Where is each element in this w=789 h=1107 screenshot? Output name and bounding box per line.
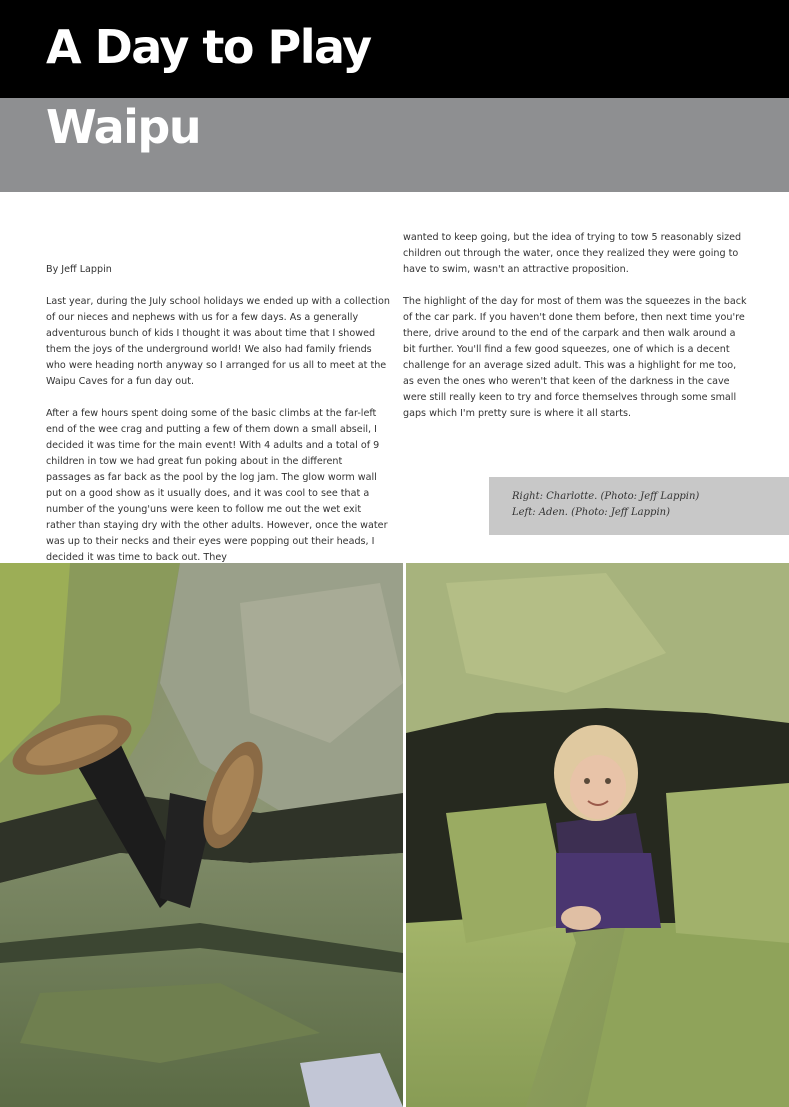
photo-aden bbox=[0, 563, 403, 1107]
photo-caption-box bbox=[489, 477, 789, 535]
article-column-left bbox=[46, 262, 390, 582]
caption-line-right: Right: Charlotte. (Photo: Jeff Lappin) bbox=[512, 491, 700, 502]
byline: By Jeff Lappin bbox=[46, 264, 112, 275]
photo-caption bbox=[512, 489, 699, 521]
paragraph: After a few hours spent doing some of the basic climbs at the far-left end of the wee crag and putting a few of them down a small abseil, I decided it was time for the main event! With 4 adults and a total of 9 children in tow we had great fun poking about in the different passages as far back as the pool by the log jam. The glow worm wall put on a good show as it usually does, and it was cool to see that a number of the young'uns were keen to follow me out the wet exit rather than staying dry with the other adults. However, once the water was up to their necks and their eyes were popping out their heads, I decided it was time to back out. They bbox=[46, 408, 388, 563]
paragraph: Last year, during the July school holidays we ended up with a collection of our nieces and nephews with us for a few days. As a generally adventurous bunch of kids I thought it was about time that I showed them the joys of the underground world! We also had family friends who were heading north anyway so I arranged for us all to meet at the Waipu Caves for a fun day out. bbox=[46, 296, 390, 387]
caption-line-left: Left: Aden. (Photo: Jeff Lappin) bbox=[512, 507, 670, 518]
article-column-right bbox=[403, 230, 748, 438]
page-title-line-1: A Day to Play bbox=[46, 20, 371, 74]
paragraph: wanted to keep going, but the idea of trying to tow 5 reasonably sized children out through the water, once they realized they were going to have to swim, wasn't an attractive proposition. bbox=[403, 232, 742, 275]
photo-charlotte bbox=[406, 563, 789, 1107]
paragraph: The highlight of the day for most of them was the squeezes in the back of the car park. If you haven't done them before, then next time you're there, drive around to the end of the carpark and then walk around a bit further. You'll find a few good squeezes, one of which is a decent challenge for an average sized adult. This was a highlight for me too, as even the ones who weren't that keen of the darkness in the cave were still really keen to try and force themselves through some small gaps which I'm pretty sure is where it all starts. bbox=[403, 296, 747, 419]
page-title-line-2: Waipu bbox=[46, 100, 201, 154]
